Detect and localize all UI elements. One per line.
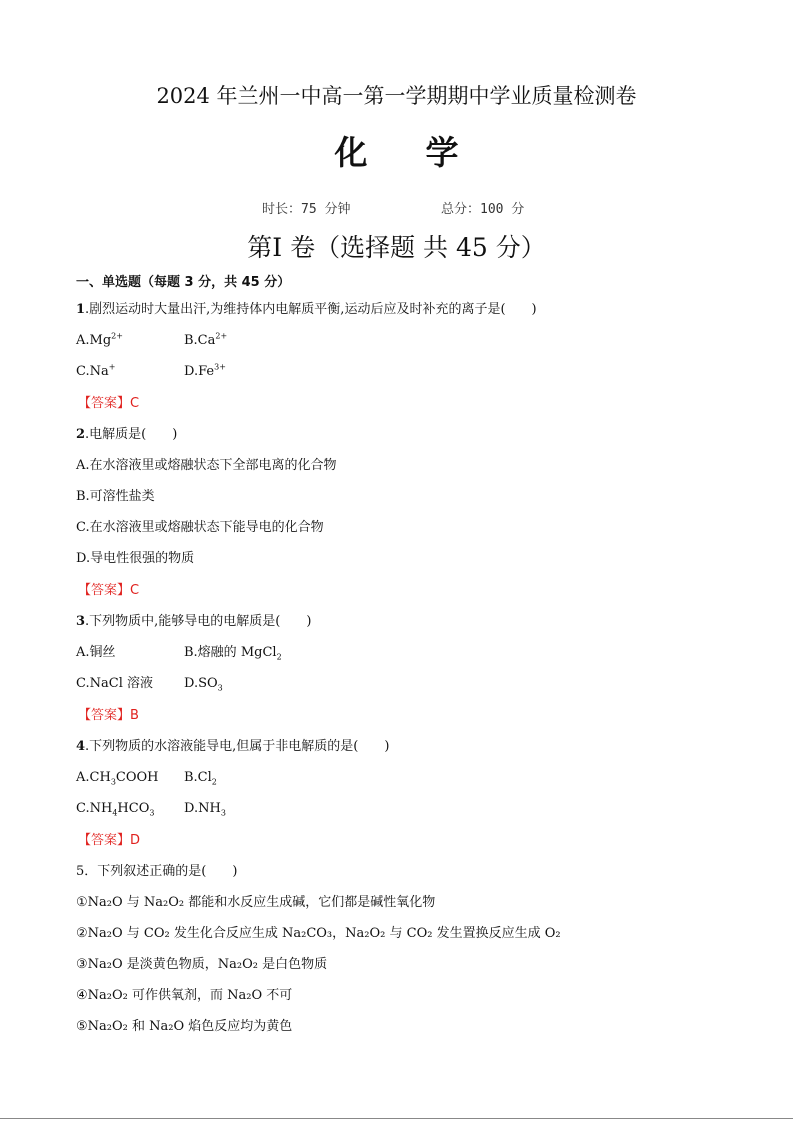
option-c: C.Na+ — [76, 362, 116, 379]
question-stem: .下列物质中,能够导电的电解质是( ) — [85, 614, 312, 629]
option-b: B.熔融的 MgCl$_2$ — [184, 645, 282, 662]
answer-4: 【答案】D — [78, 833, 141, 848]
exam-duration: 时长：75 分钟 — [262, 202, 351, 217]
part-heading: 一、单选题（每题 3 分，共 45 分） — [76, 275, 291, 290]
statement-1: ①Na₂O 与 Na₂O₂ 都能和水反应生成碱，它们都是碱性氧化物 — [76, 895, 436, 910]
option-a: $A.CH_3COOH$ — [76, 770, 159, 787]
question-number: 3 — [76, 614, 86, 629]
option-d: $D.SO_3$ — [184, 676, 223, 693]
option-b: $B.Cl_2$ — [184, 770, 217, 787]
question-number: 4 — [76, 739, 86, 754]
option-a: A.在水溶液里或熔融状态下全部电离的化合物 — [76, 458, 337, 473]
answer-2: 【答案】C — [78, 583, 140, 598]
option-c: C.NaCl 溶液 — [76, 676, 153, 691]
question-number: 2 — [76, 427, 86, 442]
question-stem: .下列物质的水溶液能导电,但属于非电解质的是( ) — [85, 739, 390, 754]
option-d: $D.NH_3$ — [184, 801, 226, 818]
question-stem: .剧烈运动时大量出汗,为维持体内电解质平衡,运动后应及时补充的离子是( ) — [85, 302, 537, 317]
option-d: $D.Fe^{3+}$ — [184, 362, 226, 379]
option-a: $A.Mg^{2+}$ — [76, 331, 123, 348]
subject-title: 化学 — [334, 133, 517, 172]
section-heading: 第Ⅰ 卷（选择题 共 45 分） — [247, 233, 546, 262]
statement-4: ④Na₂O₂ 可作供氧剂，而 Na₂O 不可 — [76, 988, 293, 1003]
page-bottom-divider — [0, 1118, 793, 1119]
question-4 — [76, 739, 389, 755]
statement-3: ③Na₂O 是淡黄色物质，Na₂O₂ 是白色物质 — [76, 957, 328, 972]
question-5: 5．下列叙述正确的是( ) — [76, 864, 238, 879]
option-c: $C.NH_4HCO_3$ — [76, 801, 155, 818]
statement-5: ⑤Na₂O₂ 和 Na₂O 焰色反应均为黄色 — [76, 1019, 293, 1034]
option-b: B.可溶性盐类 — [76, 489, 155, 504]
option-b: $B.Ca^{2+}$ — [184, 331, 228, 348]
statement-2: ②Na₂O 与 CO₂ 发生化合反应生成 Na₂CO₃，Na₂O₂ 与 CO₂ 发生置换反应生成 O₂ — [76, 926, 561, 941]
option-c: C.在水溶液里或熔融状态下能导电的化合物 — [76, 520, 324, 535]
answer-3: 【答案】B — [78, 708, 139, 723]
exam-total-score: 总分：100 分 — [441, 202, 525, 217]
option-d: D.导电性很强的物质 — [76, 551, 195, 566]
answer-1: 【答案】C — [78, 396, 140, 411]
option-a: A.铜丝 — [76, 645, 116, 660]
question-2 — [76, 427, 177, 443]
exam-title: 2024 年兰州一中高一第一学期期中学业质量检测卷 — [156, 84, 637, 108]
question-stem: .电解质是( ) — [85, 427, 178, 442]
question-number: 1 — [76, 302, 86, 317]
question-3 — [76, 614, 311, 630]
question-1 — [76, 302, 537, 318]
